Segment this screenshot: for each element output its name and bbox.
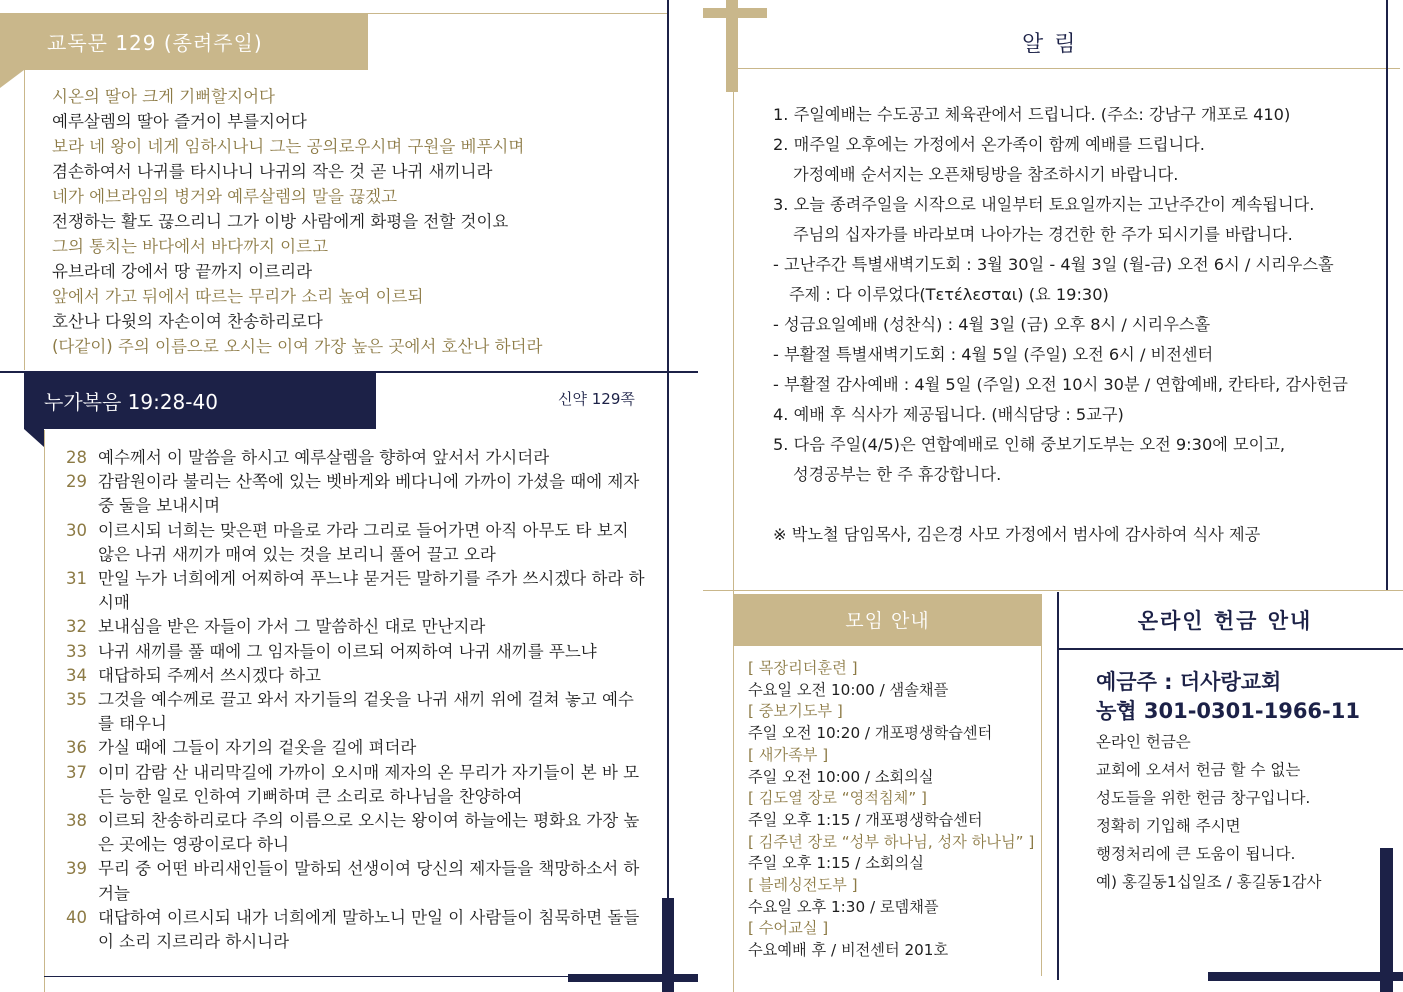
giving-title-underline [1059, 648, 1403, 650]
meeting-detail: 수요일 오전 10:00 / 샘솔채플 [748, 680, 949, 699]
verse-number: 35 [66, 690, 87, 710]
meetings-list [748, 658, 1048, 962]
notice-line: ※ 박노철 담임목사, 김은경 사모 가정에서 범사에 감사하여 식사 제공 [773, 525, 1261, 544]
scripture-title-notch [24, 429, 44, 447]
giving-info [1096, 668, 1376, 896]
left-frame-left-lower [44, 430, 45, 992]
meetings-title: 모임 안내 [845, 610, 930, 632]
notice-line: 5. 다음 주일(4/5)은 연합예배로 인해 중보기도부는 오전 9:30에 모이고, [773, 435, 1286, 454]
verse-number: 29 [66, 472, 87, 492]
responsive-line: 예루살렘의 딸아 즐거이 부를지어다 [52, 112, 307, 131]
giving-account: 농협 301-0301-1966-11 [1096, 699, 1360, 723]
notice-line: 성경공부는 한 주 휴강합니다. [793, 465, 1002, 484]
verse-number: 32 [66, 617, 87, 637]
notice-line: 2. 매주일 오후에는 가정에서 온가족이 함께 예배를 드립니다. [773, 135, 1205, 154]
scripture-verse [66, 809, 646, 857]
left-frame-right [667, 0, 669, 992]
scripture-verse [66, 688, 646, 736]
responsive-line: 겸손하여서 나귀를 타시나니 나귀의 작은 것 곧 나귀 새끼니라 [52, 162, 493, 181]
meeting-name: [ 중보기도부 ] [748, 702, 843, 721]
meeting-name: [ 김도열 장로 “영적침체” ] [748, 789, 927, 808]
verse-text: 대답하되 주께서 쓰시겠다 하고 [98, 665, 321, 685]
giving-note-line: 성도들을 위한 헌금 창구입니다. [1096, 789, 1311, 807]
responsive-line: 유브라데 강에서 땅 끝까지 이르리라 [52, 262, 313, 281]
notices-list [773, 100, 1373, 550]
meeting-detail: 주일 오전 10:00 / 소회의실 [748, 767, 934, 786]
meeting-detail: 수요예배 후 / 비전센터 201호 [748, 941, 949, 960]
notice-line: 1. 주일예배는 수도공고 체육관에서 드립니다. (주소: 강남구 개포로 410) [773, 105, 1291, 124]
scripture-verse [66, 446, 646, 470]
responsive-line: 네가 에브라임의 병거와 예루살렘의 말을 끊겠고 [52, 187, 398, 206]
scripture-verses [66, 446, 646, 954]
verse-text: 무리 중 어떤 바리새인들이 말하되 선생이여 당신의 제자들을 책망하소서 하거늘 [98, 859, 640, 903]
verse-number: 37 [66, 762, 87, 782]
meeting-detail: 주일 오후 1:15 / 소회의실 [748, 854, 924, 873]
notice-line: 주님의 십자가를 바라보며 나아가는 경건한 한 주가 되시기를 바랍니다. [793, 225, 1293, 244]
verse-number: 36 [66, 738, 87, 758]
verse-number: 31 [66, 569, 87, 589]
meeting-name: [ 수어교실 ] [748, 919, 829, 938]
corner-accent-vertical [662, 898, 674, 992]
scripture-verse [66, 615, 646, 639]
verse-number: 33 [66, 641, 87, 661]
right-frame-left [733, 68, 734, 992]
responsive-line: 앞에서 가고 뒤에서 따르는 무리가 소리 높여 이르되 [52, 287, 424, 306]
scripture-page-ref: 신약 129쪽 [558, 390, 635, 408]
meetings-box-divider [1057, 592, 1059, 980]
scripture-verse [66, 664, 646, 688]
scripture-title: 누가복음 19:28-40 [44, 390, 218, 414]
responsive-title: 교독문 129 (종려주일) [47, 31, 263, 55]
left-frame-left [24, 70, 25, 370]
responsive-line: (다같이) 주의 이름으로 오시는 이여 가장 높은 곳에서 호산나 하더라 [52, 337, 543, 356]
meeting-detail: 수요일 오후 1:30 / 로뎀채플 [748, 897, 939, 916]
notice-divider [703, 590, 1403, 591]
corner-accent-bottom [568, 974, 698, 982]
cross-horizontal [703, 8, 767, 18]
notice-line: - 부활절 감사예배 : 4월 5일 (주일) 오전 10시 30분 / 연합예배, 칸타타, 감사헌금 [773, 375, 1348, 394]
notice-line: - 성금요일예배 (성찬식) : 4월 3일 (금) 오후 8시 / 시리우스홀 [773, 315, 1211, 334]
scripture-verse [66, 857, 646, 905]
verse-number: 40 [66, 907, 87, 927]
verse-text: 만일 누가 너희에게 어찌하여 푸느냐 묻거든 말하기를 주가 쓰시겠다 하라 하시매 [98, 569, 645, 613]
verse-number: 30 [66, 520, 87, 540]
giving-note-line: 행정처리에 큰 도움이 됩니다. [1096, 845, 1296, 863]
scripture-verse [66, 470, 646, 518]
notice-line: - 고난주간 특별새벽기도회 : 3월 30일 - 4월 3일 (월-금) 오전 6시 / 시리우스홀 [773, 255, 1334, 274]
notices-title: 알 림 [1022, 32, 1078, 57]
giving-note-line: 교회에 오셔서 헌금 할 수 없는 [1096, 761, 1301, 779]
scripture-verse [66, 567, 646, 615]
verse-text: 그것을 예수께로 끌고 와서 자기들의 겉옷을 나귀 새끼 위에 걸쳐 놓고 예수를 태우니 [98, 690, 634, 734]
notice-line: 3. 오늘 종려주일을 시작으로 내일부터 토요일까지는 고난주간이 계속됩니다. [773, 195, 1315, 214]
scripture-verse [66, 519, 646, 567]
responsive-line: 호산나 다윗의 자손이여 찬송하리로다 [52, 312, 323, 331]
responsive-line: 보라 네 왕이 네게 임하시나니 그는 공의로우시며 구원을 베푸시며 [52, 137, 525, 156]
scripture-verse [66, 761, 646, 809]
verse-text: 이르되 찬송하리로다 주의 이름으로 오시는 왕이여 하늘에는 평화요 가장 높은 곳에는 영광이로다 하니 [98, 811, 640, 855]
verse-number: 34 [66, 665, 87, 685]
meeting-name: [ 블레싱전도부 ] [748, 876, 858, 895]
giving-note-line: 예) 홍길동1십일조 / 홍길동1감사 [1096, 873, 1322, 891]
right-frame-top [733, 68, 1400, 69]
scripture-verse [66, 736, 646, 760]
verse-number: 28 [66, 448, 87, 467]
notice-line: 4. 예배 후 식사가 제공됩니다. (배식담당 : 5교구) [773, 405, 1124, 424]
meeting-detail: 주일 오전 10:20 / 개포평생학습센터 [748, 724, 993, 743]
verse-text: 감람원이라 불리는 산쪽에 있는 벳바게와 베다니에 가까이 가셨을 때에 제자 중 둘을 보내시며 [98, 472, 640, 516]
right-corner-vertical [1380, 848, 1393, 992]
notice-line: 주제 : 다 이루었다(Τετέλεσται) (요 19:30) [789, 285, 1109, 304]
verse-number: 38 [66, 811, 87, 831]
meeting-name: [ 김주년 장로 “성부 하나님, 성자 하나님” ] [748, 832, 1035, 851]
giving-note-line: 온라인 헌금은 [1096, 733, 1191, 751]
responsive-reading [52, 84, 652, 359]
notice-line [773, 490, 1373, 520]
giving-note-line: 정확히 기입해 주시면 [1096, 817, 1241, 835]
meeting-detail: 주일 오후 1:15 / 개포평생학습센터 [748, 810, 983, 829]
verse-text: 가실 때에 그들이 자기의 겉옷을 길에 펴더라 [98, 738, 417, 758]
verse-text: 대답하여 이르시되 내가 너희에게 말하노니 만일 이 사람들이 침묵하면 돌들이 소리 지르리라 하시니라 [98, 907, 640, 952]
meeting-name: [ 목장리더훈련 ] [748, 659, 858, 677]
notice-line: 가정예배 순서지는 오픈채팅방을 참조하시기 바랍니다. [793, 165, 1179, 184]
verse-text: 나귀 새끼를 풀 때에 그 임자들이 이르되 어찌하여 나귀 새끼를 푸느냐 [98, 641, 597, 661]
giving-notes [1096, 728, 1376, 896]
meeting-name: [ 새가족부 ] [748, 745, 829, 764]
responsive-line: 그의 통치는 바다에서 바다까지 이르고 [52, 237, 329, 256]
responsive-title-notch [0, 70, 24, 88]
responsive-line: 시온의 딸아 크게 기뻐할지어다 [52, 87, 275, 106]
notice-line: - 부활절 특별새벽기도회 : 4월 5일 (주일) 오전 6시 / 비전센터 [773, 345, 1214, 364]
verse-text: 이미 감람 산 내리막길에 가까이 오시매 제자의 온 무리가 자기들이 본 바 모든 능한 일로 인하여 기뻐하며 큰 소리로 하나님을 찬양하여 [98, 762, 640, 806]
giving-title: 온라인 헌금 안내 [1137, 609, 1313, 633]
responsive-line: 전쟁하는 활도 끊으리니 그가 이방 사람에게 화평을 전할 것이요 [52, 212, 509, 231]
verse-text: 예수께서 이 말씀을 하시고 예루살렘을 향하여 앞서서 가시더라 [98, 448, 550, 467]
giving-holder: 예금주 : 더사랑교회 [1096, 670, 1282, 694]
right-corner-horizontal [1208, 972, 1403, 981]
scripture-verse [66, 906, 646, 954]
verse-number: 39 [66, 859, 87, 879]
scripture-verse [66, 640, 646, 664]
right-frame-right [1386, 0, 1388, 590]
verse-text: 보내심을 받은 자들이 가서 그 말씀하신 대로 만난지라 [98, 617, 486, 637]
verse-text: 이르시되 너희는 맞은편 마을로 가라 그리로 들어가면 아직 아무도 타 보지 않은 나귀 새끼가 매여 있는 것을 보리니 풀어 끌고 오라 [98, 520, 629, 564]
